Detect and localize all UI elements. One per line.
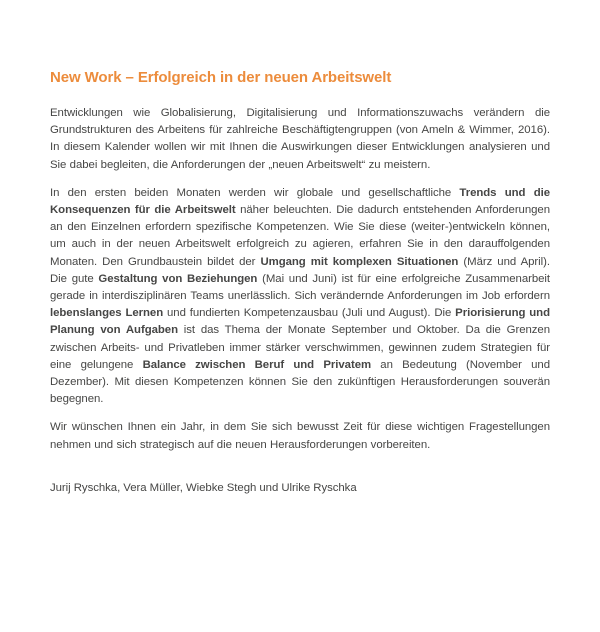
- bold-text-run: Trends und die Konsequenzen für die Arbeitswelt: [50, 186, 550, 217]
- bold-text-run: Umgang mit komplexen Situationen: [260, 255, 459, 268]
- authors-line: Jurij Ryschka, Vera Müller, Wiebke Stegh und Ulrike Ryschka: [50, 481, 357, 494]
- body-text: [50, 105, 550, 454]
- bold-text-run: Gestaltung von Beziehungen: [98, 272, 258, 285]
- page-title: New Work – Erfolgreich in der neuen Arbeitswelt: [50, 69, 392, 86]
- bold-text-run: Priorisierung und Planung von Aufgaben: [50, 307, 550, 337]
- text-run: Entwicklungen wie Globalisierung, Digitalisierung und Informationszuwachs verändern die Grundstrukturen des Arbeitens für zahlreiche Beschäftigtengruppen (von Ameln & Wimmer, 2016). In diesem Kalender wollen wir mit Ihnen die Auswirkungen dieser Entwicklungen analysieren und Sie dabei begleiten, die Anforderungen der „neuen Arbeitswelt“ zu meistern.: [50, 107, 550, 171]
- text-run: In den ersten beiden Monaten werden wir globale und gesellschaftliche: [50, 186, 460, 199]
- text-run: an Bedeutung (November und Dezember). Mit diesen Kompetenzen können Sie den zukünftigen Herausforderungen souverän begegnen.: [50, 358, 550, 406]
- bold-text-run: lebenslanges Lernen: [50, 307, 164, 320]
- bold-text-run: Balance zwischen Beruf und Privatem: [142, 358, 372, 371]
- paragraph: [50, 185, 550, 409]
- text-run: näher beleuchten. Die dadurch entstehenden Anforderungen an den Einzelnen erfordern spezifische Kompetenzen. Wie Sie diese (weiter-)entwickeln können, um auch in der neuen Arbeitswelt erfolgreich zu agieren, erfahren Sie in den darauffolgenden Monaten. Den Grundbaustein bildet der: [50, 204, 550, 268]
- text-run: ist das Thema der Monate September und Oktober. Da die Grenzen zwischen Arbeits- und Privatleben immer stärker verschwimmen, gewinnen zudem Strategien für eine gelungene: [50, 324, 550, 371]
- text-run: (Mai und Juni) ist für eine erfolgreiche Zusammenarbeit gerade in interdisziplinären Teams unerlässlich. Sich verändernde Anforderungen im Job erfordern: [50, 272, 551, 303]
- text-run: Wir wünschen Ihnen ein Jahr, in dem Sie sich bewusst Zeit für diese wichtigen Fragestellungen nehmen und sich strategisch auf die neuen Herausforderungen vorbereiten.: [50, 421, 550, 451]
- text-run: (März und April). Die gute: [50, 255, 550, 285]
- paragraph: [50, 419, 550, 453]
- text-run: und fundierten Kompetenzausbau (Juli und August). Die: [163, 307, 456, 320]
- paragraph: [50, 105, 550, 174]
